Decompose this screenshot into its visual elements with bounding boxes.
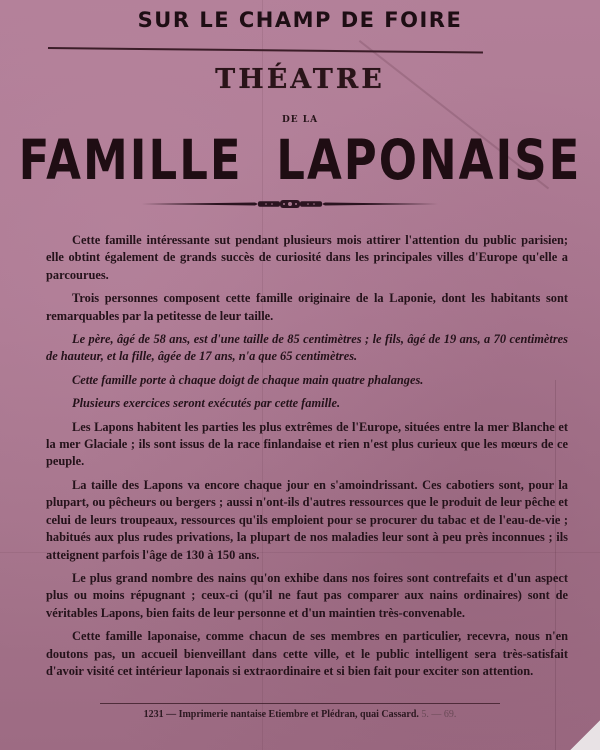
footer-rule (100, 703, 500, 704)
paragraph-intro: Cette famille intéressante sut pendant plusieurs mois attirer l'attention du public parisien; elle obtint également de grands succès de curiosité dans les principales villes d'Europe qu'elle a parcourues. (46, 233, 568, 282)
folded-corner (570, 720, 600, 750)
location-header: SUR LE CHAMP DE FOIRE (137, 8, 463, 32)
title-connector: DE LA (281, 115, 319, 125)
paragraph-exercises: Plusieurs exercices seront exécutés par cette famille. (72, 396, 341, 411)
paragraph-lapland: Les Lapons habitent les parties les plus extrêmes de l'Europe, situées entre la mer Blanche et la mer Glaciale ; ils sont issus de la race finlandaise et rien n'est plus curieux que les mœurs de ce peuple. (46, 419, 568, 469)
paragraph-family-origin: Trois personnes composent cette famille originaire de la Laponie, dont les habitants sont remarquables par la petitesse de leur taille. (46, 291, 568, 323)
paragraph-phalanges: Cette famille porte à chaque doigt de chaque main quatre phalanges. (72, 372, 424, 387)
poster-title: FAMILLE LAPONAISE (18, 128, 582, 193)
paragraph-lapp-life: La taille des Lapons va encore chaque jour en s'amoindrissant. Ces cabotiers sont, pour la plupart, ou pêcheurs ou bergers ; aussi n'ont-ils d'autres ressources que le produit de leur pêche et celui de leurs troupeaux, ressources qu'ils emploient pour se procurer du tabac et de l'eau-de-vie ; habitués aux plus rudes privations, la plupart de nos maladies leur sont à peu près inconnues ; ils atteignent parfois l'âge de 130 à 150 ans. (46, 477, 568, 562)
header-rule (48, 47, 483, 54)
paragraph-closing: Cette famille laponaise, comme chacun de ses membres en particulier, recevra, nous n'en doutons pas, un accueil bienveillant dans cette ville, et le public intelligent sera très-satisfait d'avoir visité cet intérieur laponais si extraordinaire et si bien fait pour exciter son attention. (46, 629, 568, 678)
imprint-date-code: 5. — 69. (421, 709, 457, 720)
printer-imprint (0, 709, 600, 720)
paragraph-family-heights: Le père, âgé de 58 ans, est d'une taille de 85 centimètres ; le fils, âgé de 19 ans, a 70 centimètres de hauteur, et la fille, âgée de 17 ans, n'a que 65 centimètres. (46, 332, 568, 364)
poster-body (46, 232, 568, 686)
imprint-text: 1231 — Imprimerie nantaise Etiembre et Plédran, quai Cassard. (143, 709, 419, 720)
theatre-label: THÉATRE (215, 64, 385, 95)
ornamental-divider-icon (140, 198, 440, 210)
paragraph-dwarfs: Le plus grand nombre des nains qu'on exhibe dans nos foires sont contrefaits et d'un aspect plus ou moins répugnant ; ceux-ci (qu'il ne faut pas comparer aux nains ordinaires) sont de véritables Lapons, bien faits de leur personne et d'un maintien très-convenable. (46, 570, 568, 620)
